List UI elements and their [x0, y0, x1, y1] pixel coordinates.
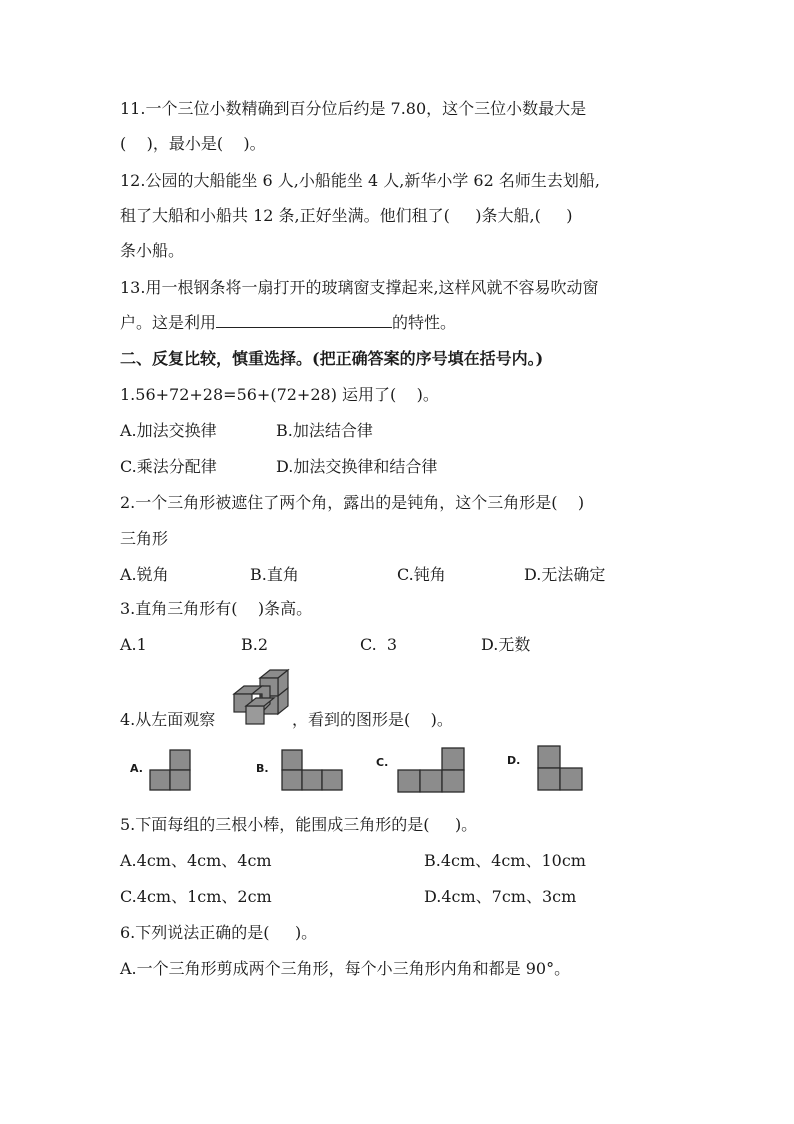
mc2-option-a: A.锐角 — [120, 565, 169, 584]
q11-line1: 11.一个三位小数精确到百分位后约是 7.80，这个三位小数最大是 — [120, 99, 587, 118]
mc6-option-a: A.一个三角形剪成两个三角形，每个小三角形内角和都是 90°。 — [120, 959, 571, 978]
mc4-option-c-figure — [396, 746, 468, 794]
mc4-option-d-label: D. — [507, 754, 521, 767]
q13-line2-before: 户。这是利用 — [120, 313, 217, 332]
mc1-stem: 1.56+72+28=56+(72+28) 运用了( )。 — [120, 385, 439, 404]
mc4-option-b-figure — [280, 748, 346, 792]
mc3-option-a: A.1 — [120, 635, 147, 654]
mc4-option-a-figure — [148, 748, 194, 792]
q13-line2-after: 的特性。 — [392, 313, 457, 332]
mc1-option-d: D.加法交换律和结合律 — [276, 457, 438, 476]
mc1-option-a: A.加法交换律 — [120, 421, 217, 440]
cube-stack-figure — [232, 668, 296, 728]
mc2-stem-line1: 2.一个三角形被遮住了两个角，露出的是钝角，这个三角形是( ) — [120, 493, 585, 512]
mc1-option-c: C.乘法分配律 — [120, 457, 217, 476]
mc1-option-b: B.加法结合律 — [276, 421, 373, 440]
mc2-option-b: B.直角 — [250, 565, 299, 584]
mc3-option-b: B.2 — [241, 635, 269, 654]
mc4-option-c-label: C. — [376, 756, 389, 769]
mc3-stem: 3.直角三角形有( )条高。 — [120, 599, 313, 618]
q13-line1: 13.用一根钢条将一扇打开的玻璃窗支撑起来,这样风就不容易吹动窗 — [120, 278, 599, 297]
mc4-stem-after: ，看到的图形是( )。 — [292, 710, 453, 729]
q12-line3: 条小船。 — [120, 241, 185, 260]
mc5-option-b: B.4cm、4cm、10cm — [424, 851, 586, 870]
mc5-option-c: C.4cm、1cm、2cm — [120, 887, 272, 906]
mc3-option-d: D.无数 — [481, 635, 531, 654]
q13-line2 — [120, 313, 456, 333]
mc2-stem-line2: 三角形 — [120, 529, 169, 548]
mc4-option-a-label: A. — [130, 762, 143, 775]
section2-heading: 二、反复比较，慎重选择。(把正确答案的序号填在括号内。) — [120, 349, 544, 368]
q12-line2: 租了大船和小船共 12 条,正好坐满。他们租了( )条大船,( ) — [120, 206, 573, 225]
q11-line2: ( )，最小是( )。 — [120, 134, 266, 153]
mc2-option-d: D.无法确定 — [524, 565, 606, 584]
mc4-stem-before: 4.从左面观察 — [120, 710, 216, 729]
mc5-option-d: D.4cm、7cm、3cm — [424, 887, 577, 906]
mc5-stem: 5.下面每组的三根小棒，能围成三角形的是( )。 — [120, 815, 478, 834]
q13-answer-blank[interactable] — [216, 313, 392, 328]
mc2-option-c: C.钝角 — [397, 565, 446, 584]
mc5-option-a: A.4cm、4cm、4cm — [120, 851, 272, 870]
mc6-stem: 6.下列说法正确的是( )。 — [120, 923, 318, 942]
mc4-option-b-label: B. — [256, 762, 269, 775]
q12-line1: 12.公园的大船能坐 6 人,小船能坐 4 人,新华小学 62 名师生去划船, — [120, 171, 600, 190]
mc3-option-c: C. 3 — [360, 635, 398, 654]
mc4-option-d-figure — [536, 744, 586, 792]
